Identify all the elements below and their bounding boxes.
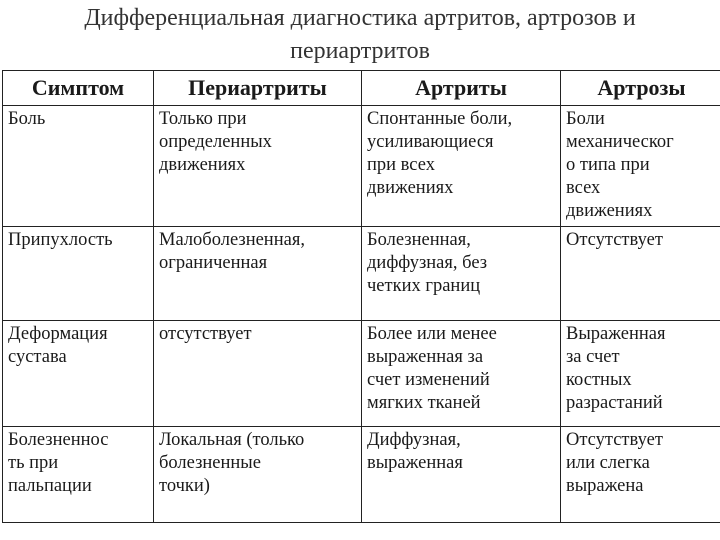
diagnosis-table	[2, 70, 720, 523]
table-body	[3, 106, 720, 523]
cell-text-line: выражена	[566, 476, 644, 496]
cell-text-line: диффузная, без	[367, 253, 488, 273]
cell-text-line: определенных	[159, 132, 272, 152]
title-line-2: периартритов	[290, 38, 430, 64]
periarthritis-cell	[154, 427, 362, 523]
cell-text-line: разрастаний	[566, 393, 663, 413]
arthritis-cell	[362, 321, 561, 427]
cell-text-line: точки)	[159, 476, 210, 496]
title-line-1: Дифференциальная диагностика артритов, артрозов и	[84, 5, 636, 31]
header-symptom: Симптом	[3, 71, 154, 106]
symptom-cell	[3, 106, 154, 227]
arthritis-cell	[362, 106, 561, 227]
cell-text-line: Только при	[159, 109, 247, 129]
table-header-row	[3, 71, 720, 106]
cell-text-line: движениях	[566, 201, 653, 221]
cell-text-line: Малоболезненная,	[159, 230, 305, 250]
cell-text-line: усиливающиеся	[367, 132, 494, 152]
cell-text-line: отсутствует	[159, 324, 252, 344]
cell-text-line: Боль	[8, 109, 46, 129]
cell-text-line: выраженная	[367, 453, 463, 473]
cell-text-line: о типа при	[566, 155, 650, 175]
cell-text-line: ограниченная	[159, 253, 268, 273]
table-row	[3, 427, 720, 523]
cell-text-line: ть при	[8, 453, 59, 473]
cell-text-line: выраженная за	[367, 347, 484, 367]
cell-text-line: счет изменений	[367, 370, 490, 390]
header-arthritis: Артриты	[362, 71, 561, 106]
table-row	[3, 227, 720, 321]
cell-text-line: мягких тканей	[367, 393, 481, 413]
cell-text-line: Более или менее	[367, 324, 497, 344]
symptom-cell	[3, 321, 154, 427]
header-arthrosis: Артрозы	[561, 71, 720, 106]
periarthritis-cell	[154, 227, 362, 321]
cell-text-line: Отсутствует	[566, 230, 663, 250]
cell-text-line: за счет	[566, 347, 620, 367]
arthrosis-cell	[561, 227, 720, 321]
cell-text-line: Отсутствует	[566, 430, 663, 450]
cell-text-line: Припухлость	[8, 230, 113, 250]
cell-text-line: пальпации	[8, 476, 92, 496]
periarthritis-cell	[154, 106, 362, 227]
cell-text-line: костных	[566, 370, 632, 390]
cell-text-line: при всех	[367, 155, 435, 175]
symptom-cell	[3, 427, 154, 523]
periarthritis-cell	[154, 321, 362, 427]
cell-text-line: Болезненная,	[367, 230, 471, 250]
header-periarthritis: Периартриты	[154, 71, 362, 106]
arthritis-cell	[362, 427, 561, 523]
cell-text-line: Выраженная	[566, 324, 666, 344]
cell-text-line: Деформация	[8, 324, 108, 344]
table-row	[3, 321, 720, 427]
arthrosis-cell	[561, 427, 720, 523]
page-title	[0, 2, 720, 68]
diagnosis-table-container	[2, 70, 718, 523]
table-row	[3, 106, 720, 227]
arthrosis-cell	[561, 106, 720, 227]
cell-text-line: механическог	[566, 132, 674, 152]
cell-text-line: Боли	[566, 109, 605, 129]
cell-text-line: движениях	[159, 155, 246, 175]
arthritis-cell	[362, 227, 561, 321]
cell-text-line: Болезненнос	[8, 430, 109, 450]
cell-text-line: Спонтанные боли,	[367, 109, 513, 129]
cell-text-line: сустава	[8, 347, 67, 367]
cell-text-line: движениях	[367, 178, 454, 198]
arthrosis-cell	[561, 321, 720, 427]
symptom-cell	[3, 227, 154, 321]
cell-text-line: Диффузная,	[367, 430, 461, 450]
cell-text-line: четких границ	[367, 276, 481, 296]
cell-text-line: болезненные	[159, 453, 261, 473]
cell-text-line: всех	[566, 178, 601, 198]
cell-text-line: или слегка	[566, 453, 650, 473]
cell-text-line: Локальная (только	[159, 430, 305, 450]
